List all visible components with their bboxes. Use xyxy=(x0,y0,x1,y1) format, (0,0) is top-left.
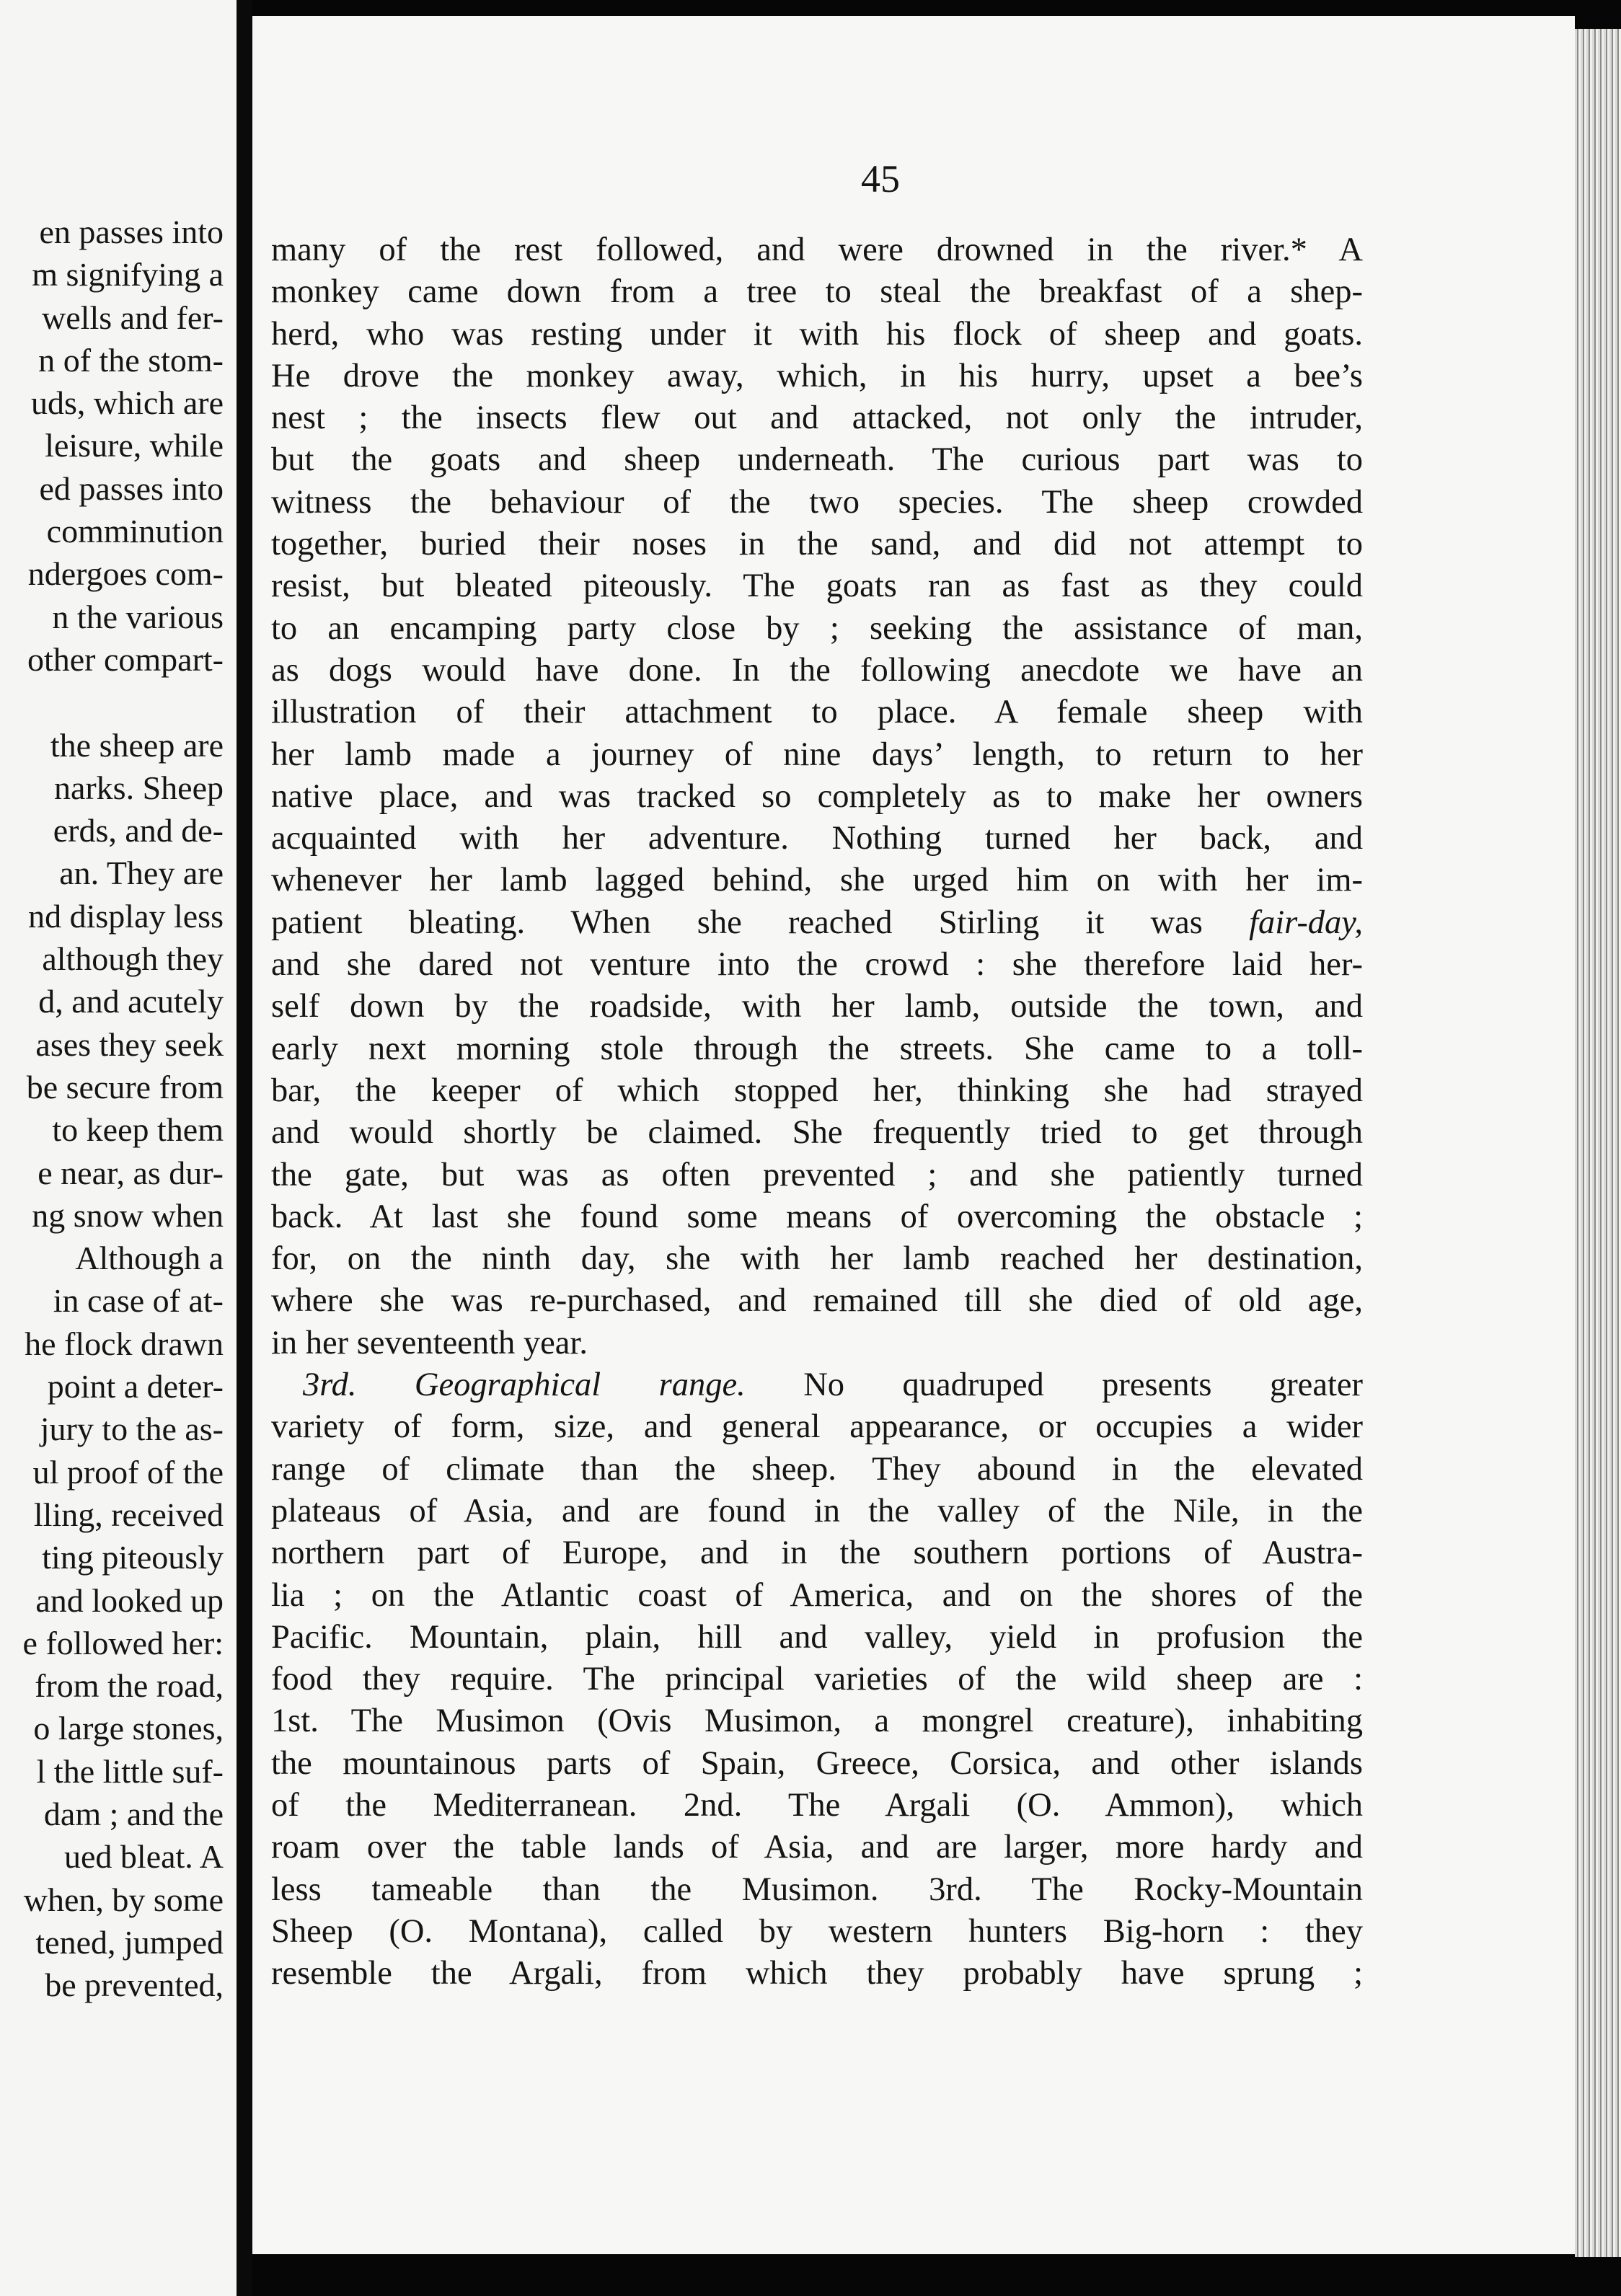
left-text-line: other compart- xyxy=(27,640,224,678)
left-text-line: d, and acutely xyxy=(38,983,224,1020)
text-line: roam over the table lands of Asia, and are larger, more hardy and xyxy=(271,1829,1363,1866)
text-line: illustration of their attachment to place. A female sheep with xyxy=(271,694,1363,731)
left-text-line: ases they seek xyxy=(35,1025,224,1063)
text-line: and she dared not venture into the crowd : she therefore laid her- xyxy=(271,946,1363,984)
left-text-line: to keep them xyxy=(52,1111,224,1149)
left-text-line: ng snow when xyxy=(32,1196,224,1234)
text-line: monkey came down from a tree to steal the breakfast of a shep- xyxy=(271,273,1363,311)
left-page-text xyxy=(0,211,224,2006)
text-line: less tameable than the Musimon. 3rd. The Rocky-Mountain xyxy=(271,1871,1363,1908)
left-text-line: uds, which are xyxy=(31,384,224,422)
text-line: the mountainous parts of Spain, Greece, Corsica, and other islands xyxy=(271,1744,1363,1782)
text-segment: No quadruped presents greater xyxy=(803,1366,1363,1404)
text-line: plateaus of Asia, and are found in the valley of the Nile, in the xyxy=(271,1492,1363,1529)
text-line: as dogs would have done. In the following anecdote we have an xyxy=(271,651,1363,689)
text-line: bar, the keeper of which stopped her, thinking she had strayed xyxy=(271,1072,1363,1109)
left-text-line: be secure from xyxy=(26,1068,224,1105)
left-text-line: ting piteously xyxy=(42,1539,224,1576)
left-page xyxy=(0,0,237,2296)
left-text-line: nd display less xyxy=(28,897,224,935)
text-line: lia ; on the Atlantic coast of America, and on the shores of the xyxy=(271,1576,1363,1614)
text-line: nest ; the insects flew out and attacked, not only the intruder, xyxy=(271,399,1363,437)
text-line: range of climate than the sheep. They abound in the elevated xyxy=(271,1450,1363,1488)
page-edges xyxy=(1575,29,1621,2257)
text-line: her lamb made a journey of nine days’ length, to return to her xyxy=(271,736,1363,773)
text-line: herd, who was resting under it with his flock of sheep and goats. xyxy=(271,315,1363,353)
section-heading-line xyxy=(271,1364,1363,1406)
text-line: native place, and was tracked so completely as to make her owners xyxy=(271,777,1363,815)
text-line-fair-day xyxy=(271,902,1363,944)
left-text-line: ed passes into xyxy=(39,469,224,507)
left-text-line: and looked up xyxy=(35,1581,224,1619)
text-line: 1st. The Musimon (Ovis Musimon, a mongrel creature), inhabiting xyxy=(271,1703,1363,1740)
text-line: He drove the monkey away, which, in his hurry, upset a bee’s xyxy=(271,357,1363,394)
left-text-line: l the little suf- xyxy=(36,1752,224,1790)
text-line: in her seventeenth year. xyxy=(271,1324,588,1361)
text-line: Sheep (O. Montana), called by western hunters Big-horn : they xyxy=(271,1912,1363,1950)
text-line: northern part of Europe, and in the southern portions of Austra- xyxy=(271,1535,1363,1572)
right-page xyxy=(252,16,1575,2254)
section-heading: 3rd. Geographical range. xyxy=(303,1366,746,1404)
left-text-line: in case of at- xyxy=(53,1282,224,1320)
text-line: to an encamping party close by ; seeking the assistance of man, xyxy=(271,609,1363,647)
text-line: resist, but bleated piteously. The goats ran as fast as they could xyxy=(271,568,1363,605)
left-text-line: the sheep are xyxy=(50,726,224,764)
left-text-line: ued bleat. A xyxy=(64,1838,224,1876)
text-line: food they require. The principal varieties of the wild sheep are : xyxy=(271,1661,1363,1698)
left-text-line: comminution xyxy=(46,513,224,550)
right-page-text xyxy=(271,229,1363,1995)
left-text-line: o large stones, xyxy=(33,1710,224,1747)
left-text-line: be prevented, xyxy=(45,1966,224,2004)
left-text-line: n the various xyxy=(52,598,224,635)
left-text-line: from the road, xyxy=(35,1667,224,1705)
left-text-line: narks. Sheep xyxy=(53,769,224,806)
left-text-line: Although a xyxy=(75,1240,224,1277)
left-text-line: tened, jumped xyxy=(35,1923,224,1961)
left-text-line: although they xyxy=(42,940,224,978)
left-text-line: an. They are xyxy=(59,855,224,892)
left-text-line: n of the stom- xyxy=(38,341,224,379)
text-line: back. At last she found some means of overcoming the obstacle ; xyxy=(271,1198,1363,1235)
italic-fair-day: fair-day, xyxy=(1249,904,1363,941)
left-text-line: ndergoes com- xyxy=(27,555,224,593)
left-text-line: m signifying a xyxy=(32,256,224,293)
left-text-line: wells and fer- xyxy=(42,299,224,336)
left-text-line: point a deter- xyxy=(47,1368,224,1405)
text-line: witness the behaviour of the two species. The sheep crowded xyxy=(271,483,1363,521)
left-text-line: dam ; and the xyxy=(43,1795,224,1832)
left-text-line: jury to the as- xyxy=(40,1410,224,1448)
text-line: many of the rest followed, and were drowned in the river.* A xyxy=(271,231,1363,268)
left-text-line: leisure, while xyxy=(45,427,224,464)
text-line: of the Mediterranean. 2nd. The Argali (O. Ammon), which xyxy=(271,1786,1363,1824)
text-line: acquainted with her adventure. Nothing turned her back, and xyxy=(271,820,1363,857)
text-line: but the goats and sheep underneath. The curious part was to xyxy=(271,441,1363,479)
left-text-line: ul proof of the xyxy=(32,1453,224,1491)
left-text-line xyxy=(0,681,224,723)
text-line: Pacific. Mountain, plain, hill and valley, yield in profusion the xyxy=(271,1618,1363,1656)
text-line: early next morning stole through the streets. She came to a toll- xyxy=(271,1030,1363,1067)
page-number: 45 xyxy=(861,157,900,200)
text-line: and would shortly be claimed. She frequently tried to get through xyxy=(271,1114,1363,1152)
text-line: the gate, but was as often prevented ; and she patiently turned xyxy=(271,1156,1363,1193)
text-line: where she was re-purchased, and remained till she died of old age, xyxy=(271,1282,1363,1320)
text-line: variety of form, size, and general appearance, or occupies a wider xyxy=(271,1408,1363,1446)
text-line: self down by the roadside, with her lamb, outside the town, and xyxy=(271,988,1363,1025)
left-text-line: en passes into xyxy=(39,213,224,250)
left-text-line: he flock drawn xyxy=(25,1325,224,1362)
left-text-line: lling, received xyxy=(33,1496,224,1533)
text-line: whenever her lamb lagged behind, she urged him on with her im- xyxy=(271,862,1363,899)
left-text-line: erds, and de- xyxy=(53,812,224,849)
book-gutter xyxy=(237,0,252,2296)
text-line: for, on the ninth day, she with her lamb reached her destination, xyxy=(271,1240,1363,1278)
left-text-line: when, by some xyxy=(23,1881,224,1918)
left-text-line: e near, as dur- xyxy=(37,1154,224,1191)
text-line: together, buried their noses in the sand, and did not attempt to xyxy=(271,526,1363,563)
text-line: resemble the Argali, from which they probably have sprung ; xyxy=(271,1955,1363,1992)
text-segment: patient bleating. When she reached Stirling it was xyxy=(271,904,1203,941)
left-text-line: e followed her: xyxy=(22,1624,224,1661)
